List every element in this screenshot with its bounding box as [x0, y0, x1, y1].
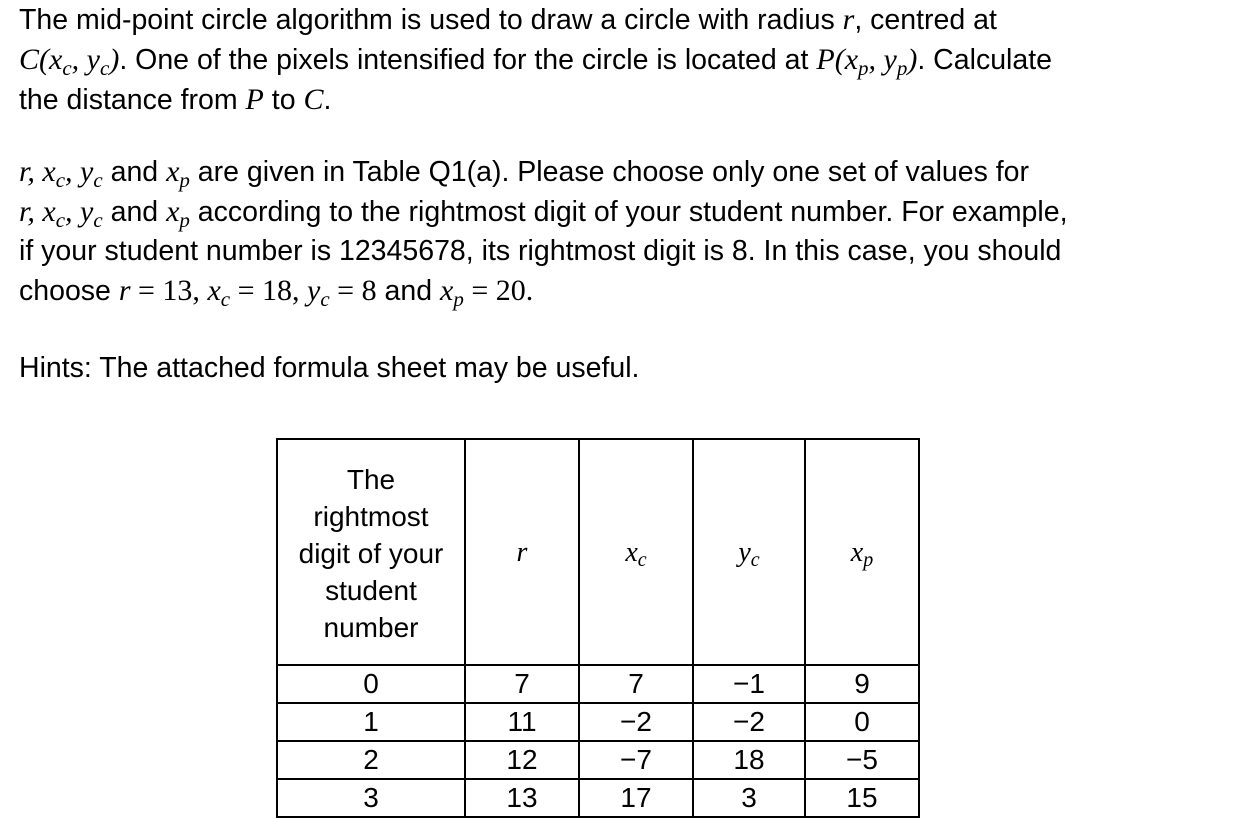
- table-row: [277, 703, 919, 741]
- table-row: [277, 741, 919, 779]
- cell-yc: 3: [693, 779, 805, 817]
- cell-xp: 9: [805, 665, 919, 703]
- cell-xc: −7: [579, 741, 693, 779]
- paragraph-hints: Hints: The attached formula sheet may be useful.: [19, 352, 640, 384]
- cell-xc: 7: [579, 665, 693, 703]
- cell-xp: −5: [805, 741, 919, 779]
- paragraph-question: The mid-point circle algorithm is used to draw a circle with radius r, centred at $C(x_c$, $y_c$). One of the pixels intensified for the circle is located at $P(x_p$, $y_p$). Calculate the distance from P to C.: [19, 3, 1052, 116]
- cell-digit: 3: [277, 779, 465, 817]
- cell-r: 11: [465, 703, 579, 741]
- table-header-row: [277, 439, 919, 665]
- header-yc: $y_c$: [693, 439, 805, 665]
- header-xc: $x_c$: [579, 439, 693, 665]
- cell-digit: 0: [277, 665, 465, 703]
- cell-yc: 18: [693, 741, 805, 779]
- cell-xc: 17: [579, 779, 693, 817]
- cell-r: 7: [465, 665, 579, 703]
- cell-digit: 1: [277, 703, 465, 741]
- cell-r: 13: [465, 779, 579, 817]
- paragraph-instructions: r, $x_c$, $y_c$ and $x_p$ are given in Table Q1(a). Please choose only one set of values for r, $x_c$, $y_c$ and $x_p$ according to the rightmost digit of your student number. For example, if your student number is 12345678, its rightmost digit is 8. In this case, you should choose r = 13, $x_c = 18$, $y_c = 8$ and $x_p = 20$.: [19, 155, 1068, 311]
- cell-yc: −2: [693, 703, 805, 741]
- cell-xc: −2: [579, 703, 693, 741]
- table-row: [277, 779, 919, 817]
- table-row: [277, 665, 919, 703]
- cell-digit: 2: [277, 741, 465, 779]
- cell-r: 12: [465, 741, 579, 779]
- header-xp: $x_p$: [805, 439, 919, 665]
- cell-yc: −1: [693, 665, 805, 703]
- table-q1a: [276, 438, 918, 813]
- header-rightmost-digit: The rightmost digit of your student number: [277, 439, 465, 665]
- header-r: r: [465, 439, 579, 665]
- cell-xp: 15: [805, 779, 919, 817]
- cell-xp: 0: [805, 703, 919, 741]
